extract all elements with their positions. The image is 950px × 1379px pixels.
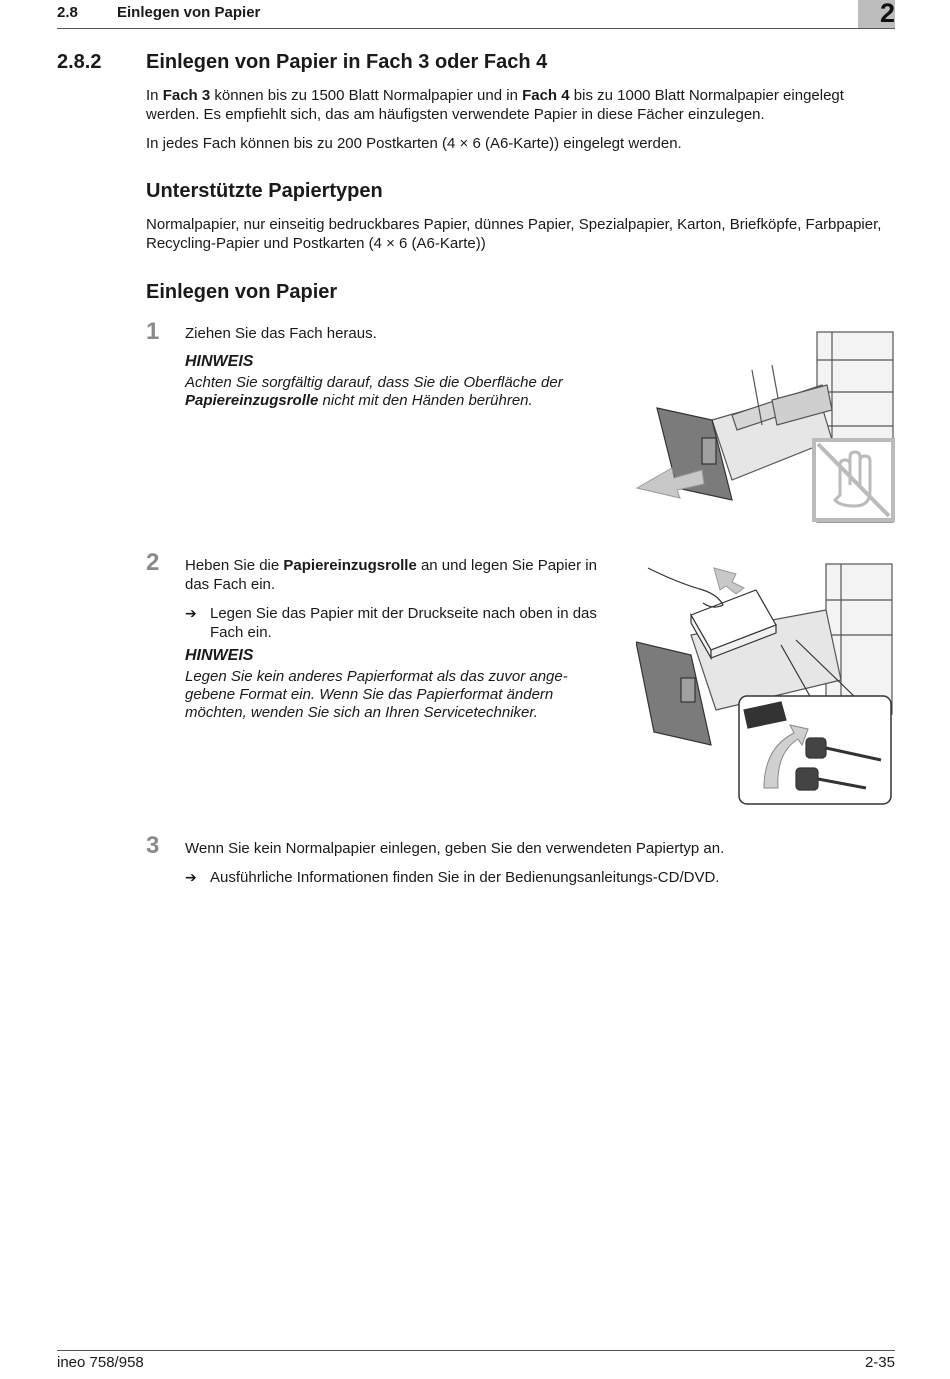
heading-number: 2.8.2 bbox=[57, 51, 102, 73]
step-2-text bbox=[185, 556, 615, 594]
supported-types-text: Normalpapier, nur einseitig bedruckbares Papier, dünnes Papier, Spezialpapier, Karton, Briefköpfe, Farbpapier, Recycling-Papier und Postkarten (4 × 6 (A6-Karte)) bbox=[146, 216, 882, 252]
step-2-hint-text: Legen Sie kein anderes Papierformat als das zuvor ange-gebene Format ein. Wenn Sie das Papierformat ändern möchten, wenden Sie sich an Ihren Servicetechniker. bbox=[185, 668, 568, 721]
step-3-subtext: Ausführliche Informationen finden Sie in der Bedienungsanleitungs-CD/DVD. bbox=[210, 869, 720, 886]
hint-bold-roller: Papiereinzugsrolle bbox=[185, 392, 319, 409]
intro-bold-fach4: Fach 4 bbox=[522, 87, 570, 104]
step-bold-roller: Papiereinzugsrolle bbox=[283, 557, 417, 574]
step-2-subtext: Legen Sie das Papier mit der Druckseite nach oben in das Fach ein. bbox=[210, 605, 597, 641]
step-1-text: Ziehen Sie das Fach heraus. bbox=[185, 325, 377, 342]
tray-pull-out-illustration bbox=[632, 330, 895, 525]
footer-page-number: 2-35 bbox=[864, 1354, 895, 1371]
hint-text: Achten Sie sorgfältig darauf, dass Sie die Oberfläche der bbox=[185, 374, 563, 391]
header-section-title: Einlegen von Papier bbox=[117, 4, 261, 21]
hint-text: nicht mit den Händen berühren. bbox=[318, 392, 533, 409]
header-section-number: 2.8 bbox=[57, 4, 78, 21]
step-text: Heben Sie die bbox=[185, 557, 284, 574]
step-1-number: 1 bbox=[146, 318, 160, 345]
intro-text: In bbox=[146, 87, 163, 104]
step-3-number: 3 bbox=[146, 832, 160, 859]
intro-paragraph bbox=[146, 86, 891, 124]
intro-text: bis zu 1000 Blatt Normalpapier eingelegt werden. Es empfiehlt sich, das am häufigsten verwendete Papier in diese Fächer einzulegen. bbox=[146, 87, 844, 123]
footer-product: ineo 758/958 bbox=[57, 1354, 144, 1371]
page-title: Einlegen von Papier in Fach 3 oder Fach 4 bbox=[146, 51, 548, 73]
footer-rule bbox=[57, 1350, 895, 1351]
intro-bold-fach3: Fach 3 bbox=[162, 87, 211, 104]
step-3-arrow-icon: ➔ bbox=[185, 869, 197, 885]
header-rule bbox=[57, 28, 895, 29]
intro-text: können bis zu 1500 Blatt Normalpapier und in bbox=[210, 87, 523, 104]
postcard-paragraph: In jedes Fach können bis zu 200 Postkarten (4 × 6 (A6-Karte)) eingelegt werden. bbox=[146, 135, 682, 152]
chapter-number: 2 bbox=[879, 0, 895, 28]
step-text: an und legen Sie Papier in das Fach ein. bbox=[185, 557, 597, 593]
step-2-arrow-icon: ➔ bbox=[185, 605, 197, 621]
load-paper-illustration bbox=[636, 560, 895, 808]
step-3-text: Wenn Sie kein Normalpapier einlegen, geben Sie den verwendeten Papiertyp an. bbox=[185, 840, 725, 857]
step-1-hint-text bbox=[185, 374, 605, 410]
supported-types-heading: Unterstützte Papiertypen bbox=[146, 180, 383, 202]
loading-heading: Einlegen von Papier bbox=[146, 281, 338, 303]
step-1-hint-label: HINWEIS bbox=[185, 353, 254, 370]
step-2-hint-label: HINWEIS bbox=[185, 647, 254, 664]
step-2-number: 2 bbox=[146, 549, 160, 576]
